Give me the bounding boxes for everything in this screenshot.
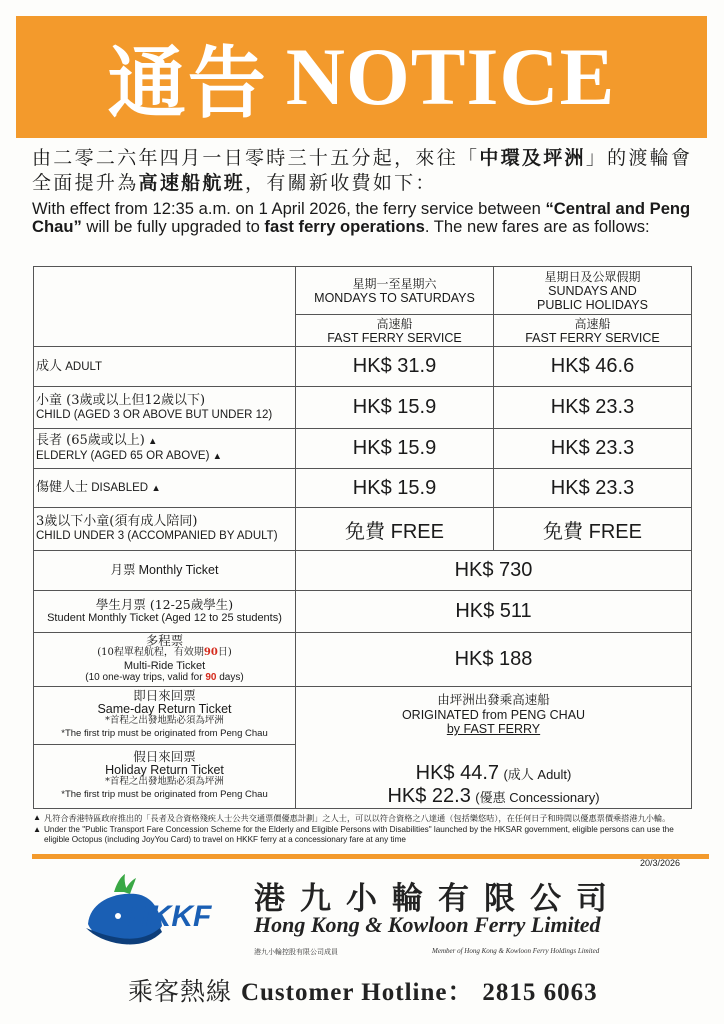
price-multi-ride: HK$ 188 [296,633,692,687]
header-weekday: 星期一至星期六 MONDAYS TO SATURDAYS [296,267,494,315]
return-ticket-cell: 由坪洲出發乘高速船 ORIGINATED from PENG CHAU by FAST FERRY HK$ 44.7 (成人 Adult) HK$ 22.3 (優惠 Concessionary) [296,687,692,809]
triangle-marker: ▲ [148,435,158,447]
customer-hotline: 乘客熱線 Customer Hotline： 2815 6063 [128,977,598,1006]
banner-title-zh: 通告 [107,38,268,129]
price-holiday: 免費 FREE [494,508,692,551]
table-row [34,687,692,745]
triangle-marker: ▲ [212,450,223,462]
row-label-multi-ride: 多程票 (10程單程航程，有效期90日) Multi-Ride Ticket (10 one-way trips, valid for 90 days) [34,633,296,687]
notice-banner [16,16,707,138]
orange-divider [32,854,709,859]
table-row [34,429,692,469]
banner-title-en: NOTICE [285,31,616,122]
table-row [34,347,692,387]
footnote-en: ▲ Under the "Public Transport Fare Concession Scheme for the Elderly and Eligible Persons with Disabilities" launched by the HKSAR government, eligible persons can use the eligible Octopus (including JoyYou Card) to travel on HKKF ferry at a concessionary fare at any time [33,824,674,844]
table-row [34,469,692,508]
row-label-child: 小童 (3歲或以上但12歲以下) CHILD (AGED 3 OR ABOVE BUT UNDER 12) [34,387,296,429]
row-label-same-day-return: 即日來回票 Same-day Return Ticket *首程之出發地點必須為坪洲 *The first trip must be originated from Peng Chau [34,687,296,745]
header-holiday: 星期日及公眾假期 SUNDAYS AND PUBLIC HOLIDAYS [494,267,692,315]
row-label-monthly: 月票 Monthly Ticket [34,551,296,591]
table-row [34,508,692,551]
footnote-zh: ▲ 凡符合香港特區政府推出的「長者及合資格殘疾人士公共交通票價優惠計劃」之人士，可以以符合資格之八達通（包括樂悠咭），在任何日子和時間以優惠票價乘搭港九小輪。 [33,813,671,823]
issue-date: 20/3/2026 [640,858,681,868]
row-label-student-monthly: 學生月票 (12-25歲學生) Student Monthly Ticket (Aged 12 to 25 students) [34,591,296,633]
intro-chinese: 由二零二六年四月一日零時三十五分起，來往「中環及坪洲」的渡輪會全面提升為高速船航班，有關新收費如下： [32,147,693,194]
subheader-weekday: 高速船 FAST FERRY SERVICE [296,315,494,347]
footnotes [33,813,698,846]
logo-text: HKKF [128,900,212,933]
price-return-concession: HK$ 22.3 [387,785,471,807]
price-weekday: 免費 FREE [296,508,494,551]
fare-table-corner [34,267,296,347]
table-row [34,591,692,633]
row-label-under3: 3歲以下小童(須有成人陪同) CHILD UNDER 3 (ACCOMPANIED BY ADULT) [34,508,296,551]
price-holiday: HK$ 23.3 [494,429,692,469]
price-weekday: HK$ 15.9 [296,429,494,469]
price-holiday: HK$ 23.3 [494,469,692,508]
company-name-zh: 港九小輪有限公司 [254,881,622,917]
price-weekday: HK$ 15.9 [296,469,494,508]
company-member-en: Member of Hong Kong & Kowloon Ferry Holdings Limited [432,947,600,955]
row-label-disabled: 傷健人士 DISABLED ▲ [34,469,296,508]
hkkf-logo [84,870,230,950]
price-holiday: HK$ 46.6 [494,347,692,387]
price-return-adult: HK$ 44.7 [415,762,500,784]
table-row [34,633,692,687]
company-name-en: Hong Kong & Kowloon Ferry Limited [254,912,601,937]
price-holiday: HK$ 23.3 [494,387,692,429]
price-weekday: HK$ 31.9 [296,347,494,387]
table-row [34,551,692,591]
row-label-elderly: 長者 (65歲或以上) ▲ ELDERLY (AGED 65 OR ABOVE) ▲ [34,429,296,469]
price-weekday: HK$ 15.9 [296,387,494,429]
triangle-marker: ▲ [151,482,161,494]
row-label-adult: 成人 ADULT [34,347,296,387]
subheader-holiday: 高速船 FAST FERRY SERVICE [494,315,692,347]
intro-english: With effect from 12:35 a.m. on 1 April 2026, the ferry service between “Central and Peng Chau” will be fully upgraded to fast ferry operations. The new fares are as follows: [32,199,691,236]
fare-table [33,266,692,809]
company-member-zh: 港九小輪控股有限公司成員 [254,948,338,956]
price-student-monthly: HK$ 511 [296,591,692,633]
row-label-holiday-return: 假日來回票 Holiday Return Ticket *首程之出發地點必須為坪洲 *The first trip must be originated from Peng Chau [34,744,296,808]
table-row [34,387,692,429]
price-monthly: HK$ 730 [296,551,692,591]
hotline-number[interactable]: 2815 6063 [482,979,598,1006]
